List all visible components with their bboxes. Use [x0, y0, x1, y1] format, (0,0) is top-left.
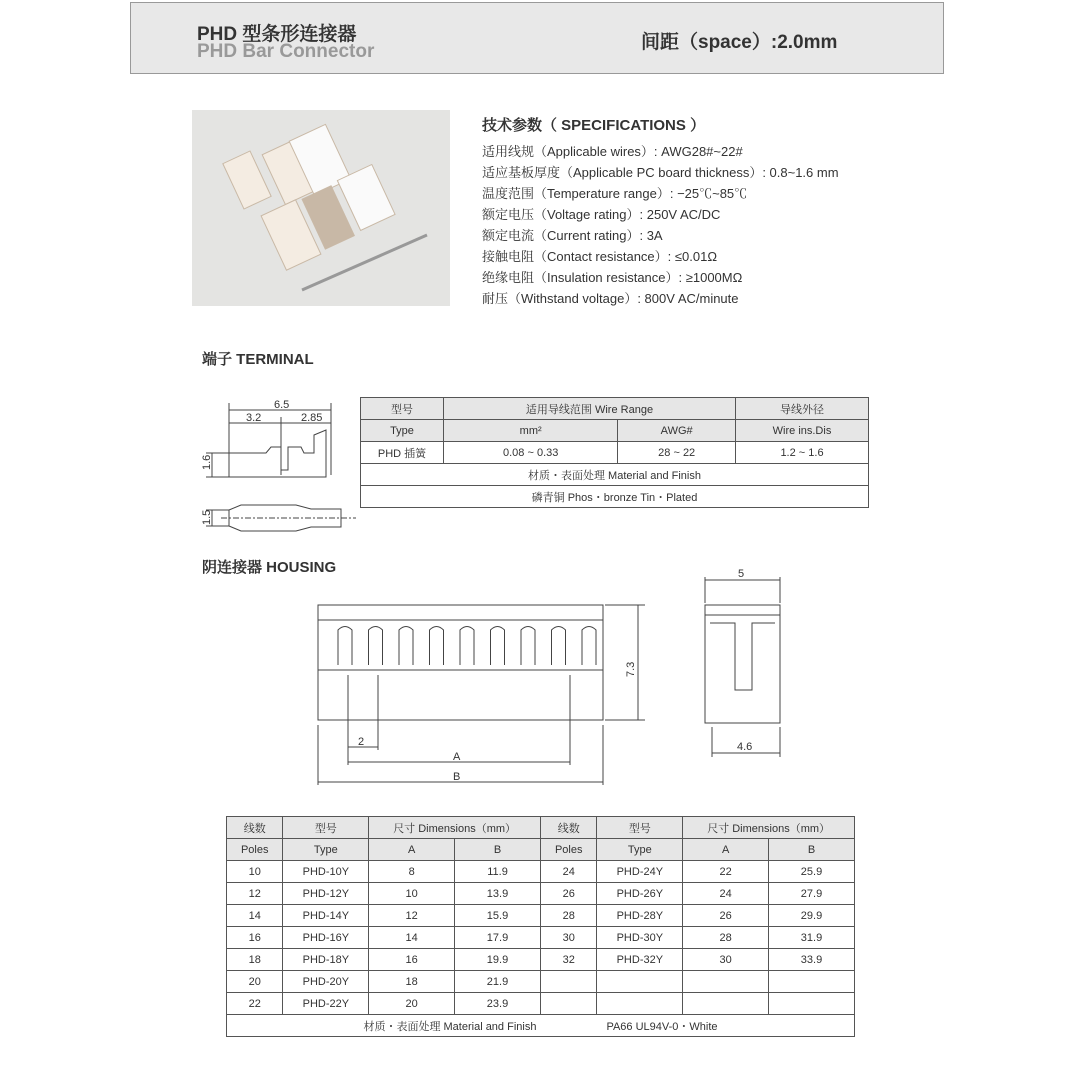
- cell: 19.9: [455, 949, 541, 971]
- cell: 28: [683, 927, 769, 949]
- header-band: [130, 2, 944, 74]
- th: 型号: [283, 817, 369, 839]
- cell: 22: [227, 993, 283, 1015]
- cell: [769, 971, 855, 993]
- spec-row: 绝缘电阻（Insulation resistance）: ≥1000MΩ: [482, 270, 743, 285]
- cell: 17.9: [455, 927, 541, 949]
- cell: PHD-22Y: [283, 993, 369, 1015]
- th: 尺寸 Dimensions（mm）: [683, 817, 855, 839]
- cell: 8: [369, 861, 455, 883]
- cell: PHD-30Y: [597, 927, 683, 949]
- cell: 10: [369, 883, 455, 905]
- cell: 27.9: [769, 883, 855, 905]
- th: 尺寸 Dimensions（mm）: [369, 817, 541, 839]
- dim-h2: 1.5: [201, 509, 213, 525]
- th: 线数: [227, 817, 283, 839]
- cell: 26: [540, 883, 596, 905]
- th: Poles: [540, 839, 596, 861]
- table-row: [227, 993, 855, 1015]
- material-value: 磷青铜 Phos・bronze Tin・Plated: [361, 486, 869, 508]
- spacing-label: 间距（space）:2.0mm: [641, 32, 838, 53]
- cell: PHD-10Y: [283, 861, 369, 883]
- contact-slot: [491, 627, 505, 666]
- spec-row: 适用线规（Applicable wires）: AWG28#~22#: [482, 144, 743, 159]
- terminal-table: [360, 397, 869, 508]
- spec-row: 额定电流（Current rating）: 3A: [482, 228, 663, 243]
- cell: 29.9: [769, 905, 855, 927]
- cell: 13.9: [455, 883, 541, 905]
- th: A: [369, 839, 455, 861]
- cell: 24: [683, 883, 769, 905]
- material-label: 材质・表面处理 Material and Finish: [363, 1020, 537, 1033]
- th: B: [455, 839, 541, 861]
- cell: PHD-28Y: [597, 905, 683, 927]
- dim-height: 7.3: [625, 661, 637, 677]
- cell: 20: [369, 993, 455, 1015]
- table-row: [227, 949, 855, 971]
- cell: PHD 插簧: [361, 442, 444, 464]
- contact-slot: [399, 627, 413, 666]
- table-row: [227, 971, 855, 993]
- dim-a: A: [453, 751, 461, 763]
- spec-row: 适应基板厚度（Applicable PC board thickness）: 0.8~1.6 mm: [482, 165, 839, 180]
- cell: 18: [227, 949, 283, 971]
- dim-depth: 4.6: [737, 741, 753, 753]
- cell: PHD-20Y: [283, 971, 369, 993]
- cell: 0.08 ~ 0.33: [444, 442, 618, 464]
- cell: 11.9: [455, 861, 541, 883]
- dim-total: 6.5: [274, 399, 290, 411]
- title-en: PHD Bar Connector: [197, 41, 375, 62]
- cell: [683, 971, 769, 993]
- spec-row: 接触电阻（Contact resistance）: ≤0.01Ω: [482, 249, 718, 264]
- cell: PHD-18Y: [283, 949, 369, 971]
- cell: [540, 993, 596, 1015]
- spec-row: 温度范围（Temperature range）: −25℃~85℃: [482, 186, 748, 201]
- cell: 18: [369, 971, 455, 993]
- product-photo: [192, 110, 450, 306]
- th-wire-range: 适用导线范围 Wire Range: [444, 398, 736, 420]
- housing-drawing: [300, 565, 800, 790]
- th-dia-cn: 导线外径: [736, 398, 869, 420]
- th-dia-en: Wire ins.Dis: [736, 420, 869, 442]
- terminal-drawing: [196, 395, 356, 540]
- th: B: [769, 839, 855, 861]
- spec-row: 耐压（Withstand voltage）: 800V AC/minute: [482, 291, 739, 306]
- cell: 21.9: [455, 971, 541, 993]
- th: Poles: [227, 839, 283, 861]
- dim-h1: 1.6: [201, 454, 213, 470]
- th-type-cn: 型号: [361, 398, 444, 420]
- contact-slot: [369, 627, 383, 666]
- cell: 26: [683, 905, 769, 927]
- cell: 22: [683, 861, 769, 883]
- contact-slot: [430, 627, 444, 666]
- table-row: [227, 861, 855, 883]
- table-row: [227, 927, 855, 949]
- th-type-en: Type: [361, 420, 444, 442]
- th-mm2: mm²: [444, 420, 618, 442]
- dim-b: 2.85: [301, 412, 323, 424]
- dim-a: 3.2: [246, 412, 262, 424]
- cell: 28 ~ 22: [618, 442, 736, 464]
- th-awg: AWG#: [618, 420, 736, 442]
- cell: 25.9: [769, 861, 855, 883]
- cell: 23.9: [455, 993, 541, 1015]
- table-row: [227, 883, 855, 905]
- specs-heading: 技术参数（ SPECIFICATIONS ）: [482, 117, 706, 134]
- cell: 31.9: [769, 927, 855, 949]
- housing-heading: 阴连接器 HOUSING: [202, 559, 337, 576]
- spec-row: 额定电压（Voltage rating）: 250V AC/DC: [482, 207, 721, 222]
- cell: 15.9: [455, 905, 541, 927]
- cell: 1.2 ~ 1.6: [736, 442, 869, 464]
- title-cn: PHD 型条形连接器: [197, 24, 357, 45]
- specifications: [482, 114, 839, 309]
- cell: 33.9: [769, 949, 855, 971]
- material-label: 材质・表面处理 Material and Finish: [361, 464, 869, 486]
- cell: PHD-16Y: [283, 927, 369, 949]
- cell: [540, 971, 596, 993]
- cell: 24: [540, 861, 596, 883]
- terminal-heading: 端子 TERMINAL: [202, 351, 314, 368]
- cell: 32: [540, 949, 596, 971]
- cell: 20: [227, 971, 283, 993]
- cell: [683, 993, 769, 1015]
- cell: 10: [227, 861, 283, 883]
- cell: 16: [369, 949, 455, 971]
- th: Type: [283, 839, 369, 861]
- th: 型号: [597, 817, 683, 839]
- contact-slot: [552, 627, 566, 666]
- cell: PHD-32Y: [597, 949, 683, 971]
- material-row: [227, 1015, 855, 1037]
- cell: 16: [227, 927, 283, 949]
- cell: PHD-26Y: [597, 883, 683, 905]
- housing-table: [226, 816, 855, 1037]
- contact-slot: [582, 627, 596, 666]
- cell: PHD-12Y: [283, 883, 369, 905]
- cell: 14: [227, 905, 283, 927]
- contact-slot: [338, 627, 352, 666]
- cell: [597, 993, 683, 1015]
- cell: [597, 971, 683, 993]
- contact-slot: [521, 627, 535, 666]
- material-value: PA66 UL94V-0・White: [606, 1020, 718, 1033]
- cell: 14: [369, 927, 455, 949]
- cell: PHD-14Y: [283, 905, 369, 927]
- cell: 12: [369, 905, 455, 927]
- th: 线数: [540, 817, 596, 839]
- cell: 30: [683, 949, 769, 971]
- dim-b: B: [453, 771, 461, 783]
- contact-slot: [460, 627, 474, 666]
- dim-pitch: 2: [358, 736, 365, 748]
- th: A: [683, 839, 769, 861]
- cell: 28: [540, 905, 596, 927]
- cell: 12: [227, 883, 283, 905]
- table-row: [227, 905, 855, 927]
- cell: [769, 993, 855, 1015]
- th: Type: [597, 839, 683, 861]
- dim-width: 5: [738, 568, 745, 580]
- cell: 30: [540, 927, 596, 949]
- cell: PHD-24Y: [597, 861, 683, 883]
